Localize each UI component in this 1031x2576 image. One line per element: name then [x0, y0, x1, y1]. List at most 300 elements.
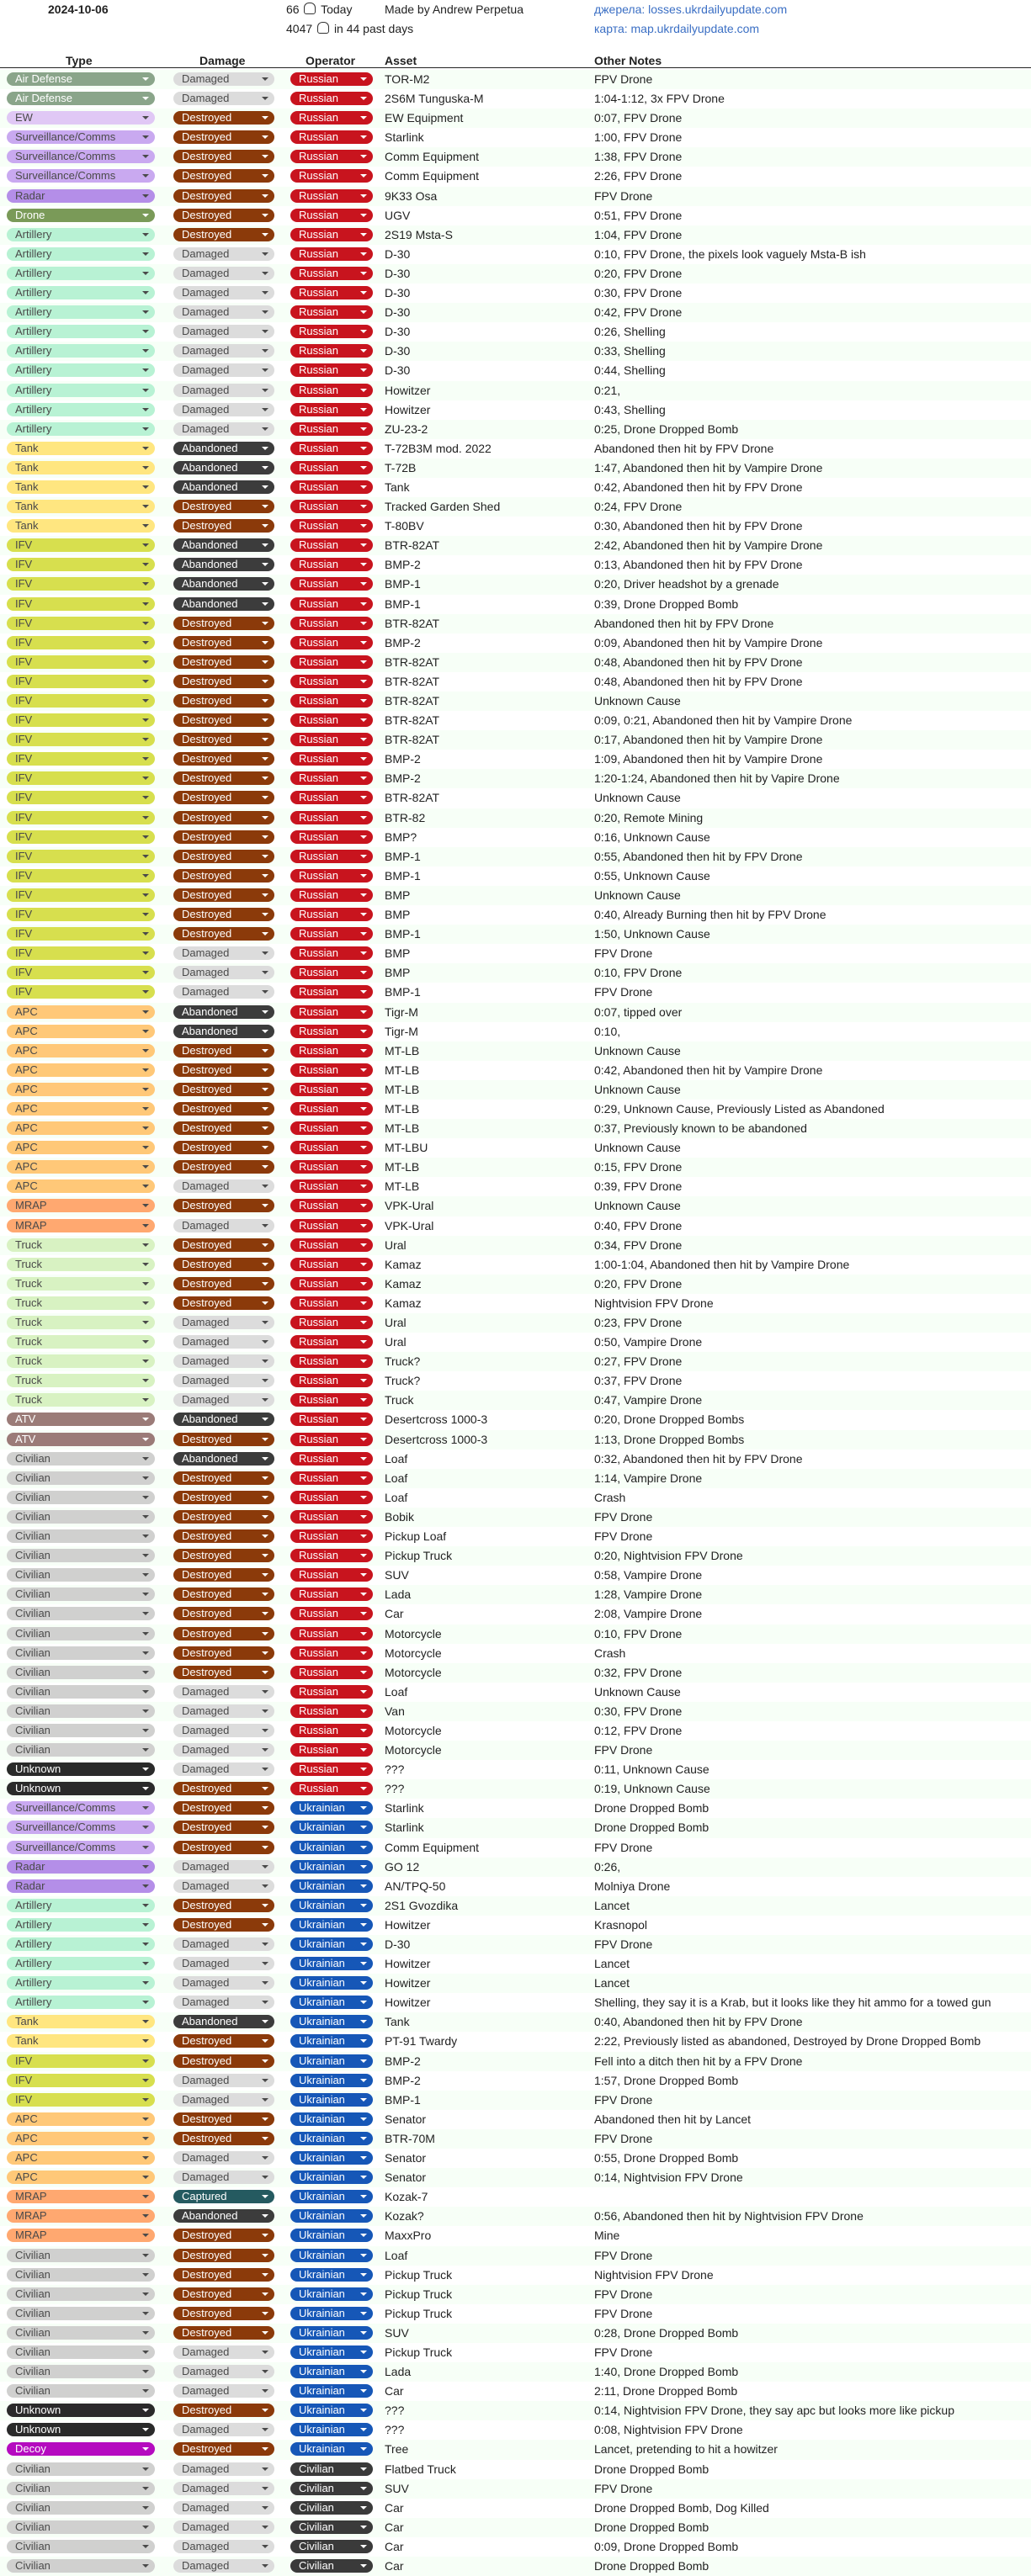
type-dropdown[interactable] — [7, 403, 155, 416]
type-dropdown[interactable] — [7, 1121, 155, 1135]
chevron-down-icon[interactable] — [262, 1962, 268, 1965]
type-dropdown[interactable] — [7, 888, 155, 902]
type-dropdown[interactable] — [7, 461, 155, 474]
chevron-down-icon[interactable] — [142, 1457, 149, 1460]
chevron-down-icon[interactable] — [360, 660, 367, 664]
chevron-down-icon[interactable] — [360, 2526, 367, 2529]
damage-dropdown[interactable] — [173, 655, 274, 669]
chevron-down-icon[interactable] — [262, 447, 268, 450]
damage-dropdown[interactable] — [173, 209, 274, 222]
chevron-down-icon[interactable] — [360, 1457, 367, 1460]
damage-dropdown[interactable] — [173, 1860, 274, 1874]
chevron-down-icon[interactable] — [360, 816, 367, 819]
damage-dropdown[interactable] — [173, 344, 274, 358]
damage-dropdown[interactable] — [173, 597, 274, 611]
chevron-down-icon[interactable] — [142, 252, 149, 256]
damage-dropdown[interactable] — [173, 1471, 274, 1485]
chevron-down-icon[interactable] — [142, 2351, 149, 2354]
type-dropdown[interactable] — [7, 1433, 155, 1446]
operator-dropdown[interactable] — [290, 384, 373, 397]
chevron-down-icon[interactable] — [142, 2020, 149, 2023]
chevron-down-icon[interactable] — [262, 2039, 268, 2043]
damage-dropdown[interactable] — [173, 1704, 274, 1718]
type-dropdown[interactable] — [7, 384, 155, 397]
operator-dropdown[interactable] — [290, 946, 373, 960]
damage-dropdown[interactable] — [173, 791, 274, 804]
chevron-down-icon[interactable] — [262, 116, 268, 119]
chevron-down-icon[interactable] — [142, 368, 149, 372]
operator-dropdown[interactable] — [290, 1374, 373, 1387]
operator-dropdown[interactable] — [290, 1666, 373, 1679]
type-dropdown[interactable] — [7, 2209, 155, 2223]
operator-dropdown[interactable] — [290, 1044, 373, 1057]
type-dropdown[interactable] — [7, 1413, 155, 1426]
chevron-down-icon[interactable] — [360, 2273, 367, 2277]
type-dropdown[interactable] — [7, 1141, 155, 1154]
operator-dropdown[interactable] — [290, 908, 373, 921]
type-dropdown[interactable] — [7, 655, 155, 669]
chevron-down-icon[interactable] — [360, 913, 367, 916]
chevron-down-icon[interactable] — [142, 2118, 149, 2121]
damage-dropdown[interactable] — [173, 2151, 274, 2165]
chevron-down-icon[interactable] — [142, 1671, 149, 1674]
chevron-down-icon[interactable] — [360, 1379, 367, 1382]
damage-dropdown[interactable] — [173, 1199, 274, 1212]
operator-dropdown[interactable] — [290, 1704, 373, 1718]
operator-dropdown[interactable] — [290, 2093, 373, 2107]
chevron-down-icon[interactable] — [142, 2545, 149, 2548]
chevron-down-icon[interactable] — [360, 1418, 367, 1421]
chevron-down-icon[interactable] — [360, 1787, 367, 1790]
chevron-down-icon[interactable] — [360, 505, 367, 508]
operator-dropdown[interactable] — [290, 422, 373, 436]
damage-dropdown[interactable] — [173, 267, 274, 280]
chevron-down-icon[interactable] — [360, 1224, 367, 1227]
chevron-down-icon[interactable] — [360, 1651, 367, 1655]
chevron-down-icon[interactable] — [142, 2195, 149, 2198]
operator-dropdown[interactable] — [290, 1219, 373, 1232]
chevron-down-icon[interactable] — [142, 1709, 149, 1713]
damage-dropdown[interactable] — [173, 2520, 274, 2534]
type-dropdown[interactable] — [7, 733, 155, 746]
chevron-down-icon[interactable] — [142, 291, 149, 294]
chevron-down-icon[interactable] — [360, 1690, 367, 1693]
operator-dropdown[interactable] — [290, 1413, 373, 1426]
damage-dropdown[interactable] — [173, 927, 274, 941]
type-dropdown[interactable] — [7, 1724, 155, 1737]
operator-dropdown[interactable] — [290, 1976, 373, 1990]
chevron-down-icon[interactable] — [262, 2079, 268, 2082]
chevron-down-icon[interactable] — [262, 194, 268, 198]
damage-dropdown[interactable] — [173, 752, 274, 766]
operator-dropdown[interactable] — [290, 636, 373, 649]
chevron-down-icon[interactable] — [360, 135, 367, 139]
chevron-down-icon[interactable] — [142, 2176, 149, 2179]
type-dropdown[interactable] — [7, 1587, 155, 1601]
chevron-down-icon[interactable] — [262, 1651, 268, 1655]
damage-dropdown[interactable] — [173, 1433, 274, 1446]
chevron-down-icon[interactable] — [262, 1263, 268, 1266]
damage-dropdown[interactable] — [173, 325, 274, 338]
chevron-down-icon[interactable] — [262, 1768, 268, 1771]
chevron-down-icon[interactable] — [360, 1904, 367, 1907]
operator-dropdown[interactable] — [290, 617, 373, 630]
chevron-down-icon[interactable] — [360, 855, 367, 858]
chevron-down-icon[interactable] — [142, 2214, 149, 2218]
chevron-down-icon[interactable] — [360, 1107, 367, 1110]
chevron-down-icon[interactable] — [142, 2254, 149, 2257]
operator-dropdown[interactable] — [290, 888, 373, 902]
chevron-down-icon[interactable] — [360, 1729, 367, 1732]
damage-dropdown[interactable] — [173, 1335, 274, 1349]
operator-dropdown[interactable] — [290, 2268, 373, 2282]
operator-dropdown[interactable] — [290, 1568, 373, 1582]
chevron-down-icon[interactable] — [262, 2273, 268, 2277]
chevron-down-icon[interactable] — [360, 2059, 367, 2063]
operator-dropdown[interactable] — [290, 1354, 373, 1368]
type-dropdown[interactable] — [7, 247, 155, 261]
chevron-down-icon[interactable] — [262, 563, 268, 566]
type-dropdown[interactable] — [7, 228, 155, 241]
type-dropdown[interactable] — [7, 2307, 155, 2320]
chevron-down-icon[interactable] — [142, 990, 149, 994]
type-dropdown[interactable] — [7, 480, 155, 494]
chevron-down-icon[interactable] — [360, 1632, 367, 1635]
chevron-down-icon[interactable] — [360, 738, 367, 741]
column-header-type[interactable]: Type — [66, 54, 93, 67]
chevron-down-icon[interactable] — [360, 1049, 367, 1052]
chevron-down-icon[interactable] — [262, 990, 268, 994]
damage-dropdown[interactable] — [173, 1354, 274, 1368]
chevron-down-icon[interactable] — [262, 77, 268, 81]
damage-dropdown[interactable] — [173, 1491, 274, 1504]
chevron-down-icon[interactable] — [142, 874, 149, 877]
chevron-down-icon[interactable] — [262, 913, 268, 916]
operator-dropdown[interactable] — [290, 1102, 373, 1116]
operator-dropdown[interactable] — [290, 1724, 373, 1737]
chevron-down-icon[interactable] — [262, 1515, 268, 1519]
chevron-down-icon[interactable] — [142, 214, 149, 217]
chevron-down-icon[interactable] — [142, 951, 149, 955]
type-dropdown[interactable] — [7, 2365, 155, 2378]
chevron-down-icon[interactable] — [142, 349, 149, 352]
type-dropdown[interactable] — [7, 2093, 155, 2107]
operator-dropdown[interactable] — [290, 1879, 373, 1893]
chevron-down-icon[interactable] — [262, 1224, 268, 1227]
type-dropdown[interactable] — [7, 1296, 155, 1310]
operator-dropdown[interactable] — [290, 1121, 373, 1135]
damage-dropdown[interactable] — [173, 461, 274, 474]
chevron-down-icon[interactable] — [262, 174, 268, 178]
chevron-down-icon[interactable] — [262, 1884, 268, 1888]
chevron-down-icon[interactable] — [360, 1573, 367, 1577]
operator-dropdown[interactable] — [290, 985, 373, 999]
chevron-down-icon[interactable] — [262, 622, 268, 625]
type-dropdown[interactable] — [7, 2559, 155, 2573]
column-header-damage[interactable]: Damage — [199, 54, 246, 67]
type-dropdown[interactable] — [7, 1277, 155, 1291]
type-dropdown[interactable] — [7, 1801, 155, 1815]
type-dropdown[interactable] — [7, 2462, 155, 2476]
chevron-down-icon[interactable] — [262, 2292, 268, 2296]
map-link[interactable]: карта: map.ukrdailyupdate.com — [594, 22, 760, 35]
damage-dropdown[interactable] — [173, 1316, 274, 1329]
damage-dropdown[interactable] — [173, 908, 274, 921]
type-dropdown[interactable] — [7, 2442, 155, 2456]
chevron-down-icon[interactable] — [142, 2409, 149, 2412]
chevron-down-icon[interactable] — [142, 1476, 149, 1480]
chevron-down-icon[interactable] — [142, 1981, 149, 1985]
damage-dropdown[interactable] — [173, 2074, 274, 2087]
operator-dropdown[interactable] — [290, 2229, 373, 2242]
operator-dropdown[interactable] — [290, 267, 373, 280]
chevron-down-icon[interactable] — [142, 1515, 149, 1519]
chevron-down-icon[interactable] — [262, 389, 268, 392]
operator-dropdown[interactable] — [290, 2151, 373, 2165]
type-dropdown[interactable] — [7, 1568, 155, 1582]
chevron-down-icon[interactable] — [142, 757, 149, 761]
chevron-down-icon[interactable] — [142, 796, 149, 799]
damage-dropdown[interactable] — [173, 2559, 274, 2573]
type-dropdown[interactable] — [7, 325, 155, 338]
damage-dropdown[interactable] — [173, 2442, 274, 2456]
chevron-down-icon[interactable] — [262, 97, 268, 100]
damage-dropdown[interactable] — [173, 636, 274, 649]
damage-dropdown[interactable] — [173, 286, 274, 299]
operator-dropdown[interactable] — [290, 1510, 373, 1524]
damage-dropdown[interactable] — [173, 519, 274, 533]
operator-dropdown[interactable] — [290, 2384, 373, 2398]
chevron-down-icon[interactable] — [360, 194, 367, 198]
operator-dropdown[interactable] — [290, 2054, 373, 2068]
type-dropdown[interactable] — [7, 2054, 155, 2068]
column-header-operator[interactable]: Operator — [306, 54, 356, 67]
operator-dropdown[interactable] — [290, 830, 373, 844]
damage-dropdown[interactable] — [173, 1219, 274, 1232]
chevron-down-icon[interactable] — [142, 1204, 149, 1207]
damage-dropdown[interactable] — [173, 1025, 274, 1038]
chevron-down-icon[interactable] — [262, 155, 268, 158]
chevron-down-icon[interactable] — [262, 1826, 268, 1829]
chevron-down-icon[interactable] — [360, 2195, 367, 2198]
damage-dropdown[interactable] — [173, 2365, 274, 2378]
chevron-down-icon[interactable] — [262, 252, 268, 256]
damage-dropdown[interactable] — [173, 1160, 274, 1174]
operator-dropdown[interactable] — [290, 1491, 373, 1504]
type-dropdown[interactable] — [7, 2384, 155, 2398]
chevron-down-icon[interactable] — [142, 2273, 149, 2277]
chevron-down-icon[interactable] — [142, 1030, 149, 1033]
chevron-down-icon[interactable] — [262, 874, 268, 877]
chevron-down-icon[interactable] — [360, 680, 367, 683]
chevron-down-icon[interactable] — [262, 855, 268, 858]
chevron-down-icon[interactable] — [360, 2156, 367, 2160]
damage-dropdown[interactable] — [173, 1083, 274, 1096]
operator-dropdown[interactable] — [290, 1179, 373, 1193]
chevron-down-icon[interactable] — [142, 466, 149, 469]
chevron-down-icon[interactable] — [360, 1282, 367, 1285]
chevron-down-icon[interactable] — [262, 1865, 268, 1868]
chevron-down-icon[interactable] — [262, 1943, 268, 1946]
chevron-down-icon[interactable] — [262, 2447, 268, 2451]
damage-dropdown[interactable] — [173, 1510, 274, 1524]
chevron-down-icon[interactable] — [262, 641, 268, 644]
chevron-down-icon[interactable] — [360, 1923, 367, 1927]
chevron-down-icon[interactable] — [142, 2079, 149, 2082]
chevron-down-icon[interactable] — [142, 2312, 149, 2315]
chevron-down-icon[interactable] — [262, 835, 268, 839]
chevron-down-icon[interactable] — [262, 699, 268, 702]
chevron-down-icon[interactable] — [360, 1398, 367, 1402]
operator-dropdown[interactable] — [290, 344, 373, 358]
chevron-down-icon[interactable] — [360, 389, 367, 392]
chevron-down-icon[interactable] — [262, 1030, 268, 1033]
damage-dropdown[interactable] — [173, 1646, 274, 1660]
type-dropdown[interactable] — [7, 1899, 155, 1912]
operator-dropdown[interactable] — [290, 2423, 373, 2436]
chevron-down-icon[interactable] — [262, 1398, 268, 1402]
type-dropdown[interactable] — [7, 1510, 155, 1524]
damage-dropdown[interactable] — [173, 2015, 274, 2028]
chevron-down-icon[interactable] — [262, 1301, 268, 1305]
chevron-down-icon[interactable] — [360, 1088, 367, 1091]
chevron-down-icon[interactable] — [360, 310, 367, 314]
type-dropdown[interactable] — [7, 771, 155, 785]
damage-dropdown[interactable] — [173, 771, 274, 785]
chevron-down-icon[interactable] — [360, 1826, 367, 1829]
chevron-down-icon[interactable] — [262, 2467, 268, 2471]
damage-dropdown[interactable] — [173, 1141, 274, 1154]
type-dropdown[interactable] — [7, 811, 155, 824]
chevron-down-icon[interactable] — [142, 174, 149, 178]
damage-dropdown[interactable] — [173, 2423, 274, 2436]
damage-dropdown[interactable] — [173, 2307, 274, 2320]
chevron-down-icon[interactable] — [142, 1534, 149, 1538]
damage-dropdown[interactable] — [173, 403, 274, 416]
type-dropdown[interactable] — [7, 92, 155, 105]
type-dropdown[interactable] — [7, 1976, 155, 1990]
chevron-down-icon[interactable] — [360, 408, 367, 411]
chevron-down-icon[interactable] — [360, 524, 367, 527]
chevron-down-icon[interactable] — [142, 1768, 149, 1771]
type-dropdown[interactable] — [7, 1704, 155, 1718]
operator-dropdown[interactable] — [290, 1296, 373, 1310]
chevron-down-icon[interactable] — [262, 1846, 268, 1849]
chevron-down-icon[interactable] — [142, 2039, 149, 2043]
operator-dropdown[interactable] — [290, 2112, 373, 2126]
chevron-down-icon[interactable] — [142, 2001, 149, 2004]
chevron-down-icon[interactable] — [142, 1398, 149, 1402]
chevron-down-icon[interactable] — [142, 2467, 149, 2471]
chevron-down-icon[interactable] — [360, 971, 367, 974]
chevron-down-icon[interactable] — [360, 2079, 367, 2082]
chevron-down-icon[interactable] — [262, 2564, 268, 2568]
operator-dropdown[interactable] — [290, 694, 373, 708]
chevron-down-icon[interactable] — [262, 2487, 268, 2490]
type-dropdown[interactable] — [7, 2034, 155, 2048]
chevron-down-icon[interactable] — [360, 1709, 367, 1713]
operator-dropdown[interactable] — [290, 1529, 373, 1543]
chevron-down-icon[interactable] — [142, 718, 149, 722]
operator-dropdown[interactable] — [290, 325, 373, 338]
chevron-down-icon[interactable] — [142, 1729, 149, 1732]
operator-dropdown[interactable] — [290, 1587, 373, 1601]
damage-dropdown[interactable] — [173, 1452, 274, 1466]
chevron-down-icon[interactable] — [262, 2506, 268, 2510]
type-dropdown[interactable] — [7, 2015, 155, 2028]
chevron-down-icon[interactable] — [142, 272, 149, 275]
chevron-down-icon[interactable] — [142, 1049, 149, 1052]
chevron-down-icon[interactable] — [142, 1496, 149, 1499]
operator-dropdown[interactable] — [290, 247, 373, 261]
damage-dropdown[interactable] — [173, 694, 274, 708]
chevron-down-icon[interactable] — [262, 2001, 268, 2004]
type-dropdown[interactable] — [7, 1879, 155, 1893]
type-dropdown[interactable] — [7, 1199, 155, 1212]
damage-dropdown[interactable] — [173, 713, 274, 727]
chevron-down-icon[interactable] — [142, 1301, 149, 1305]
type-dropdown[interactable] — [7, 1549, 155, 1562]
chevron-down-icon[interactable] — [262, 2254, 268, 2257]
chevron-down-icon[interactable] — [142, 699, 149, 702]
operator-dropdown[interactable] — [290, 791, 373, 804]
operator-dropdown[interactable] — [290, 150, 373, 163]
chevron-down-icon[interactable] — [262, 233, 268, 236]
chevron-down-icon[interactable] — [142, 1379, 149, 1382]
operator-dropdown[interactable] — [290, 1762, 373, 1776]
operator-dropdown[interactable] — [290, 2559, 373, 2573]
chevron-down-icon[interactable] — [360, 582, 367, 586]
operator-dropdown[interactable] — [290, 1277, 373, 1291]
operator-dropdown[interactable] — [290, 733, 373, 746]
chevron-down-icon[interactable] — [262, 1554, 268, 1557]
chevron-down-icon[interactable] — [262, 951, 268, 955]
chevron-down-icon[interactable] — [360, 796, 367, 799]
operator-dropdown[interactable] — [290, 1083, 373, 1096]
chevron-down-icon[interactable] — [360, 1476, 367, 1480]
operator-dropdown[interactable] — [290, 2462, 373, 2476]
chevron-down-icon[interactable] — [142, 1224, 149, 1227]
operator-dropdown[interactable] — [290, 209, 373, 222]
chevron-down-icon[interactable] — [360, 2487, 367, 2490]
chevron-down-icon[interactable] — [142, 310, 149, 314]
operator-dropdown[interactable] — [290, 1743, 373, 1757]
chevron-down-icon[interactable] — [360, 447, 367, 450]
type-dropdown[interactable] — [7, 675, 155, 688]
damage-dropdown[interactable] — [173, 1918, 274, 1932]
type-dropdown[interactable] — [7, 908, 155, 921]
chevron-down-icon[interactable] — [360, 97, 367, 100]
chevron-down-icon[interactable] — [262, 1729, 268, 1732]
chevron-down-icon[interactable] — [360, 1671, 367, 1674]
chevron-down-icon[interactable] — [262, 680, 268, 683]
chevron-down-icon[interactable] — [142, 1806, 149, 1810]
chevron-down-icon[interactable] — [142, 1690, 149, 1693]
chevron-down-icon[interactable] — [262, 368, 268, 372]
operator-dropdown[interactable] — [290, 130, 373, 144]
chevron-down-icon[interactable] — [142, 543, 149, 547]
damage-dropdown[interactable] — [173, 1413, 274, 1426]
damage-dropdown[interactable] — [173, 2404, 274, 2417]
chevron-down-icon[interactable] — [262, 757, 268, 761]
operator-dropdown[interactable] — [290, 966, 373, 979]
damage-dropdown[interactable] — [173, 1374, 274, 1387]
chevron-down-icon[interactable] — [360, 1748, 367, 1752]
chevron-down-icon[interactable] — [262, 408, 268, 411]
chevron-down-icon[interactable] — [142, 660, 149, 664]
type-dropdown[interactable] — [7, 2345, 155, 2359]
damage-dropdown[interactable] — [173, 830, 274, 844]
